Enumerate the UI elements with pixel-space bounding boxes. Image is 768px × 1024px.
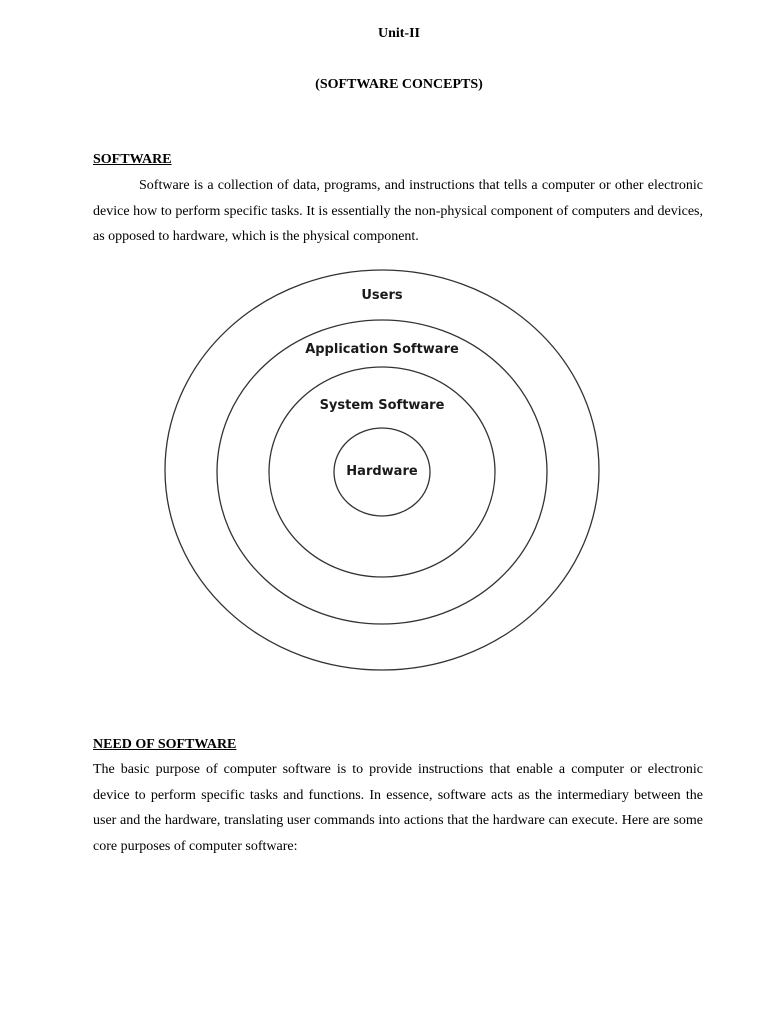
need-of-software-paragraph: The basic purpose of computer software is to provide instructions that enable a computer or electronic device to perform specific tasks and functions. In essence, software acts as the intermediary between the user and the hardware, translating user commands into actions that the hardware can execute. Here are some core purposes of computer software: xyxy=(93,762,703,854)
document-subtitle: (SOFTWARE CONCEPTS) xyxy=(315,77,483,92)
layers-diagram-svg xyxy=(160,266,605,676)
software-layers-diagram xyxy=(160,266,605,676)
system-software-label: System Software xyxy=(319,398,445,413)
application-software-label: Application Software xyxy=(305,342,459,357)
users-label: Users xyxy=(361,288,403,303)
hardware-label: Hardware xyxy=(346,464,418,479)
need-of-software-heading: NEED OF SOFTWARE xyxy=(93,737,237,752)
unit-title: Unit-II xyxy=(377,26,420,41)
software-paragraph: Software is a collection of data, programs, and instructions that tells a computer or other electronic device how to perform specific tasks. It is essentially the non-physical component of computers and devices, as opposed to hardware, which is the physical component. xyxy=(93,178,703,244)
software-heading: SOFTWARE xyxy=(93,152,172,167)
